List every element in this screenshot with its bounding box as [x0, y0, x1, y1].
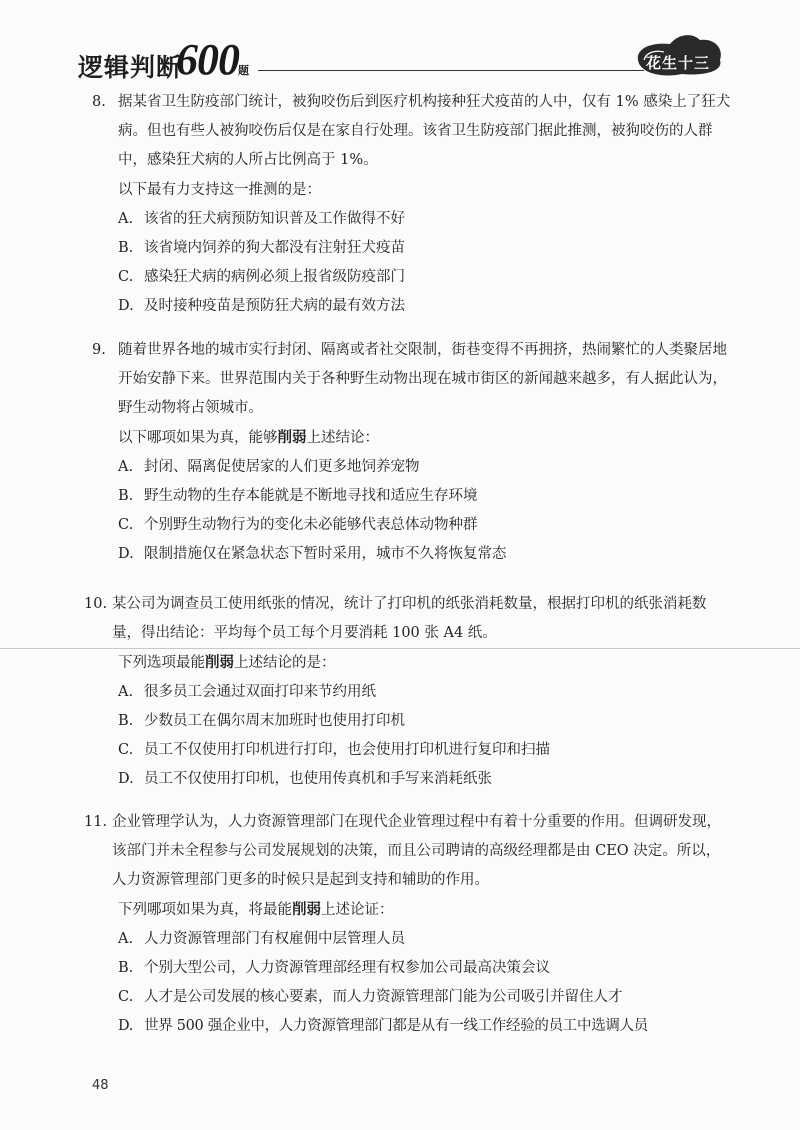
- question-number: 9.: [92, 342, 106, 358]
- option-letter: C.: [118, 742, 134, 758]
- option-letter: D.: [118, 298, 134, 314]
- option-a: [92, 205, 732, 234]
- question-prompt: [92, 423, 732, 453]
- option-text: 人力资源管理部门有权雇佣中层管理人员: [144, 931, 405, 947]
- option-text: 很多员工会通过双面打印来节约用纸: [144, 684, 376, 700]
- question-text: 某公司为调查员工使用纸张的情况，统计了打印机的纸张消耗数量，根据打印机的纸张消耗数量，得出结论：平均每个员工每个月要消耗 100 张 A4 纸。: [112, 596, 707, 641]
- option-text: 少数员工在偶尔周末加班时也使用打印机: [144, 713, 405, 729]
- option-text: 感染狂犬病的病例必须上报省级防疫部门: [144, 269, 405, 285]
- option-letter: C.: [118, 989, 134, 1005]
- option-letter: C.: [118, 269, 134, 285]
- option-c: [92, 511, 732, 540]
- option-a: [92, 925, 732, 954]
- question-10: [84, 590, 732, 794]
- option-letter: C.: [118, 517, 134, 533]
- prompt-emphasis: 削弱: [205, 654, 234, 671]
- prompt-text-after: 上述结论的是：: [234, 655, 336, 671]
- question-number: 8.: [92, 94, 106, 110]
- prompt-text: 下列选项最能: [118, 655, 205, 671]
- option-d: [92, 540, 732, 569]
- question-text: 企业管理学认为，人力资源管理部门在现代企业管理过程中有着十分重要的作用。但调研发现，该部门并未全程参与公司发展规划的决策，而且公司聘请的高级经理都是由 CEO 决定。所以，人力资源管理部门更多的时候只是起到支持和辅助的作用。: [112, 814, 721, 888]
- option-text: 该省境内饲养的狗大都没有注射狂犬疫苗: [144, 240, 405, 256]
- header-rule: [258, 70, 644, 71]
- book-title-suffix: 题: [238, 64, 249, 77]
- question-stem: [92, 336, 732, 423]
- option-c: [92, 263, 732, 292]
- question-number: 11.: [84, 814, 108, 830]
- prompt-text: 以下最有力支持这一推测的是：: [118, 182, 321, 198]
- prompt-emphasis: 削弱: [277, 429, 307, 446]
- book-title: 逻辑判断: [78, 53, 183, 82]
- prompt-text: 以下哪项如果为真，能够: [118, 430, 278, 446]
- option-d: [92, 765, 732, 794]
- page-header: [72, 30, 732, 84]
- question-prompt: [92, 895, 732, 925]
- question-prompt: [92, 648, 732, 678]
- prompt-text: 下列哪项如果为真，将最能: [118, 902, 292, 918]
- option-letter: B.: [118, 488, 134, 504]
- option-b: [92, 482, 732, 511]
- question-stem: [92, 88, 732, 175]
- prompt-emphasis: 削弱: [292, 901, 321, 918]
- question-prompt: [92, 175, 732, 205]
- question-number: 10.: [84, 596, 108, 612]
- option-letter: D.: [118, 1018, 134, 1034]
- option-d: [92, 1012, 732, 1041]
- option-d: [92, 292, 732, 321]
- page-number: 48: [92, 1078, 109, 1093]
- option-c: [92, 983, 732, 1012]
- option-letter: A.: [118, 459, 134, 475]
- publisher-logo-text: 花生十三: [645, 54, 710, 72]
- option-letter: B.: [118, 240, 134, 256]
- question-text: 据某省卫生防疫部门统计，被狗咬伤后到医疗机构接种狂犬疫苗的人中，仅有 1% 感染上了狂犬病。但也有些人被狗咬伤后仅是在家自行处理。该省卫生防疫部门据此推测，被狗咬伤的人群中，感染狂犬病的人所占比例高于 1%。: [118, 94, 731, 168]
- option-a: [92, 453, 732, 482]
- option-letter: A.: [118, 211, 134, 227]
- prompt-text-after: 上述论证：: [321, 902, 394, 918]
- option-letter: A.: [118, 684, 134, 700]
- option-c: [92, 736, 732, 765]
- option-b: [92, 954, 732, 983]
- option-letter: D.: [118, 771, 134, 787]
- question-8: [92, 88, 732, 321]
- option-letter: A.: [118, 931, 134, 947]
- option-text: 限制措施仅在紧急状态下暂时采用，城市不久将恢复常态: [144, 546, 507, 562]
- option-text: 野生动物的生存本能就是不断地寻找和适应生存环境: [144, 488, 478, 504]
- option-text: 个别野生动物行为的变化未必能够代表总体动物种群: [144, 517, 478, 533]
- question-text: 随着世界各地的城市实行封闭、隔离或者社交限制，街巷变得不再拥挤，热闹繁忙的人类聚居地开始安静下来。世界范围内关于各种野生动物出现在城市街区的新闻越来越多，有人据此认为，野生动物将占领城市。: [118, 342, 727, 416]
- option-text: 个别大型公司，人力资源管理部经理有权参加公司最高决策会议: [144, 960, 550, 976]
- option-text: 及时接种疫苗是预防狂犬病的最有效方法: [144, 298, 405, 314]
- question-11: [84, 808, 732, 1041]
- option-text: 员工不仅使用打印机进行打印，也会使用打印机进行复印和扫描: [144, 742, 550, 758]
- option-letter: D.: [118, 546, 134, 562]
- option-text: 封闭、隔离促使居家的人们更多地饲养宠物: [144, 459, 420, 475]
- prompt-text-after: 上述结论：: [306, 430, 379, 446]
- question-stem: [84, 590, 732, 648]
- option-a: [92, 678, 732, 707]
- book-title-number: 600: [176, 35, 239, 84]
- option-text: 世界 500 强企业中，人力资源管理部门都是从有一线工作经验的员工中选调人员: [144, 1018, 648, 1034]
- option-b: [92, 234, 732, 263]
- option-b: [92, 707, 732, 736]
- question-stem: [84, 808, 732, 895]
- option-letter: B.: [118, 713, 134, 729]
- option-text: 员工不仅使用打印机，也使用传真机和手写来消耗纸张: [144, 771, 492, 787]
- question-9: [92, 336, 732, 569]
- option-text: 该省的狂犬病预防知识普及工作做得不好: [144, 211, 405, 227]
- option-letter: B.: [118, 960, 134, 976]
- option-text: 人才是公司发展的核心要素，而人力资源管理部门能为公司吸引并留住人才: [144, 989, 623, 1005]
